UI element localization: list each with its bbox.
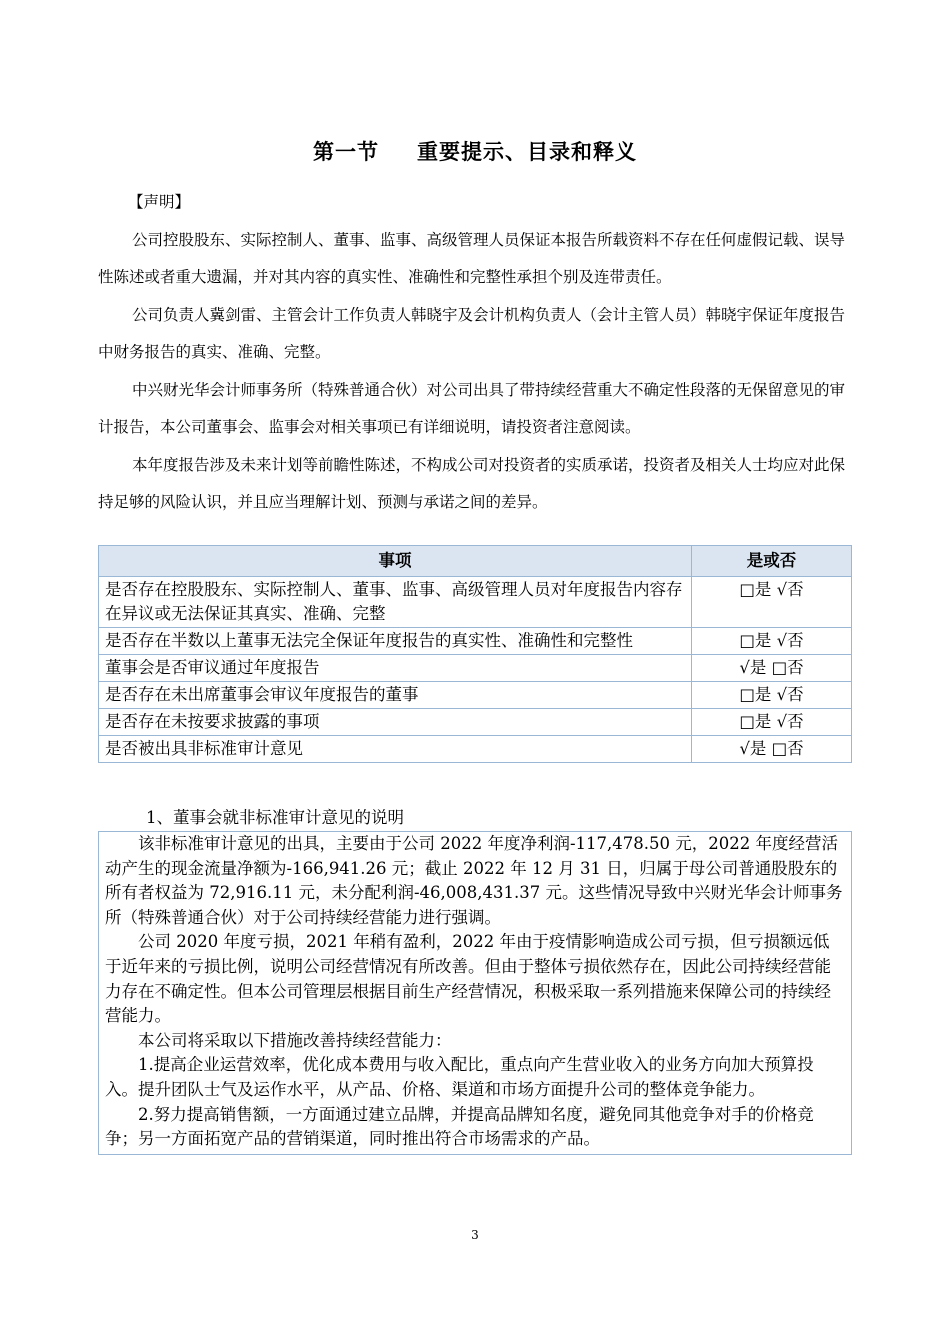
statement-paragraph: 公司控股股东、实际控制人、董事、监事、高级管理人员保证本报告所载资料不存在任何虚假记载、误导性陈述或者重大遗漏，并对其内容的真实性、准确性和完整性承担个别及连带责任。 xyxy=(98,231,846,286)
declaration-label: 【声明】 xyxy=(128,193,191,211)
header-item: 事项 xyxy=(99,546,692,577)
row-answer: √是 □否 xyxy=(692,736,852,763)
table-row xyxy=(99,709,852,736)
row-item: 是否存在控股股东、实际控制人、董事、监事、高级管理人员对年度报告内容存在异议或无法保证其真实、准确、完整 xyxy=(99,577,692,628)
page-title xyxy=(0,136,950,166)
section-number: 第一节 xyxy=(313,140,379,164)
row-item: 是否存在半数以上董事无法完全保证年度报告的真实性、准确性和完整性 xyxy=(99,628,692,655)
row-answer: □是 √否 xyxy=(692,682,852,709)
statement-paragraph: 本年度报告涉及未来计划等前瞻性陈述，不构成公司对投资者的实质承诺，投资者及相关人士均应对此保持足够的风险认识，并且应当理解计划、预测与承诺之间的差异。 xyxy=(98,456,846,511)
box-paragraph: 该非标准审计意见的出具，主要由于公司 2022 年度净利润-117,478.50 元，2022 年度经营活动产生的现金流量净额为-166,941.26 元；截止 2022 年 12 月 31 日，归属于母公司普通股股东的所有者权益为 72,916.11 元，未分配利润-46,008,431.37 元。这些情况导致中兴财光华会计师事务所（特殊普通合伙）对于公司持续经营能力进行强调。 xyxy=(105,834,843,927)
box-paragraph: 本公司将采取以下措施改善持续经营能力： xyxy=(138,1030,452,1050)
table-row xyxy=(99,736,852,763)
page-number: 3 xyxy=(471,1228,479,1242)
row-item: 是否存在未按要求披露的事项 xyxy=(99,709,692,736)
row-answer: □是 √否 xyxy=(692,577,852,628)
table-row xyxy=(99,577,852,628)
row-item: 是否存在未出席董事会审议年度报告的董事 xyxy=(99,682,692,709)
box-paragraph: 2.努力提高销售额，一方面通过建立品牌，并提高品牌知名度，避免同其他竞争对手的价格竞争；另一方面拓宽产品的营销渠道，同时推出符合市场需求的产品。 xyxy=(105,1104,814,1149)
table-row xyxy=(99,682,852,709)
box-paragraph: 1.提高企业运营效率，优化成本费用与收入配比，重点向产生营业收入的业务方向加大预算投入。提升团队士气及运作水平，从产品、价格、渠道和市场方面提升公司的整体竞争能力。 xyxy=(105,1055,814,1099)
declaration-table xyxy=(98,545,852,763)
table-row xyxy=(99,628,852,655)
row-answer: □是 √否 xyxy=(692,709,852,736)
section-title: 重要提示、目录和释义 xyxy=(417,140,637,164)
statement-paragraph: 中兴财光华会计师事务所（特殊普通合伙）对公司出具了带持续经营重大不确定性段落的无保留意见的审计报告，本公司董事会、监事会对相关事项已有详细说明，请投资者注意阅读。 xyxy=(98,381,846,436)
row-item: 是否被出具非标准审计意见 xyxy=(99,736,692,763)
row-answer: □是 √否 xyxy=(692,628,852,655)
table-header-row xyxy=(99,546,852,577)
header-answer: 是或否 xyxy=(692,546,852,577)
statement-paragraph: 公司负责人冀剑雷、主管会计工作负责人韩晓宇及会计机构负责人（会计主管人员）韩晓宇保证年度报告中财务报告的真实、准确、完整。 xyxy=(98,306,846,361)
table-row xyxy=(99,655,852,682)
audit-opinion-box xyxy=(98,831,852,1155)
box-paragraph: 公司 2020 年度亏损，2021 年稍有盈利，2022 年由于疫情影响造成公司亏损，但亏损额远低于近年来的亏损比例，说明公司经营情况有所改善。但由于整体亏损依然存在，因此公司持续经营能力存在不确定性。但本公司管理层根据目前生产经营情况，积极采取一系列措施来保障公司的持续经营能力。 xyxy=(105,932,831,1026)
section-heading: 1、董事会就非标准审计意见的说明 xyxy=(146,808,404,827)
row-answer: √是 □否 xyxy=(692,655,852,682)
row-item: 董事会是否审议通过年度报告 xyxy=(99,655,692,682)
